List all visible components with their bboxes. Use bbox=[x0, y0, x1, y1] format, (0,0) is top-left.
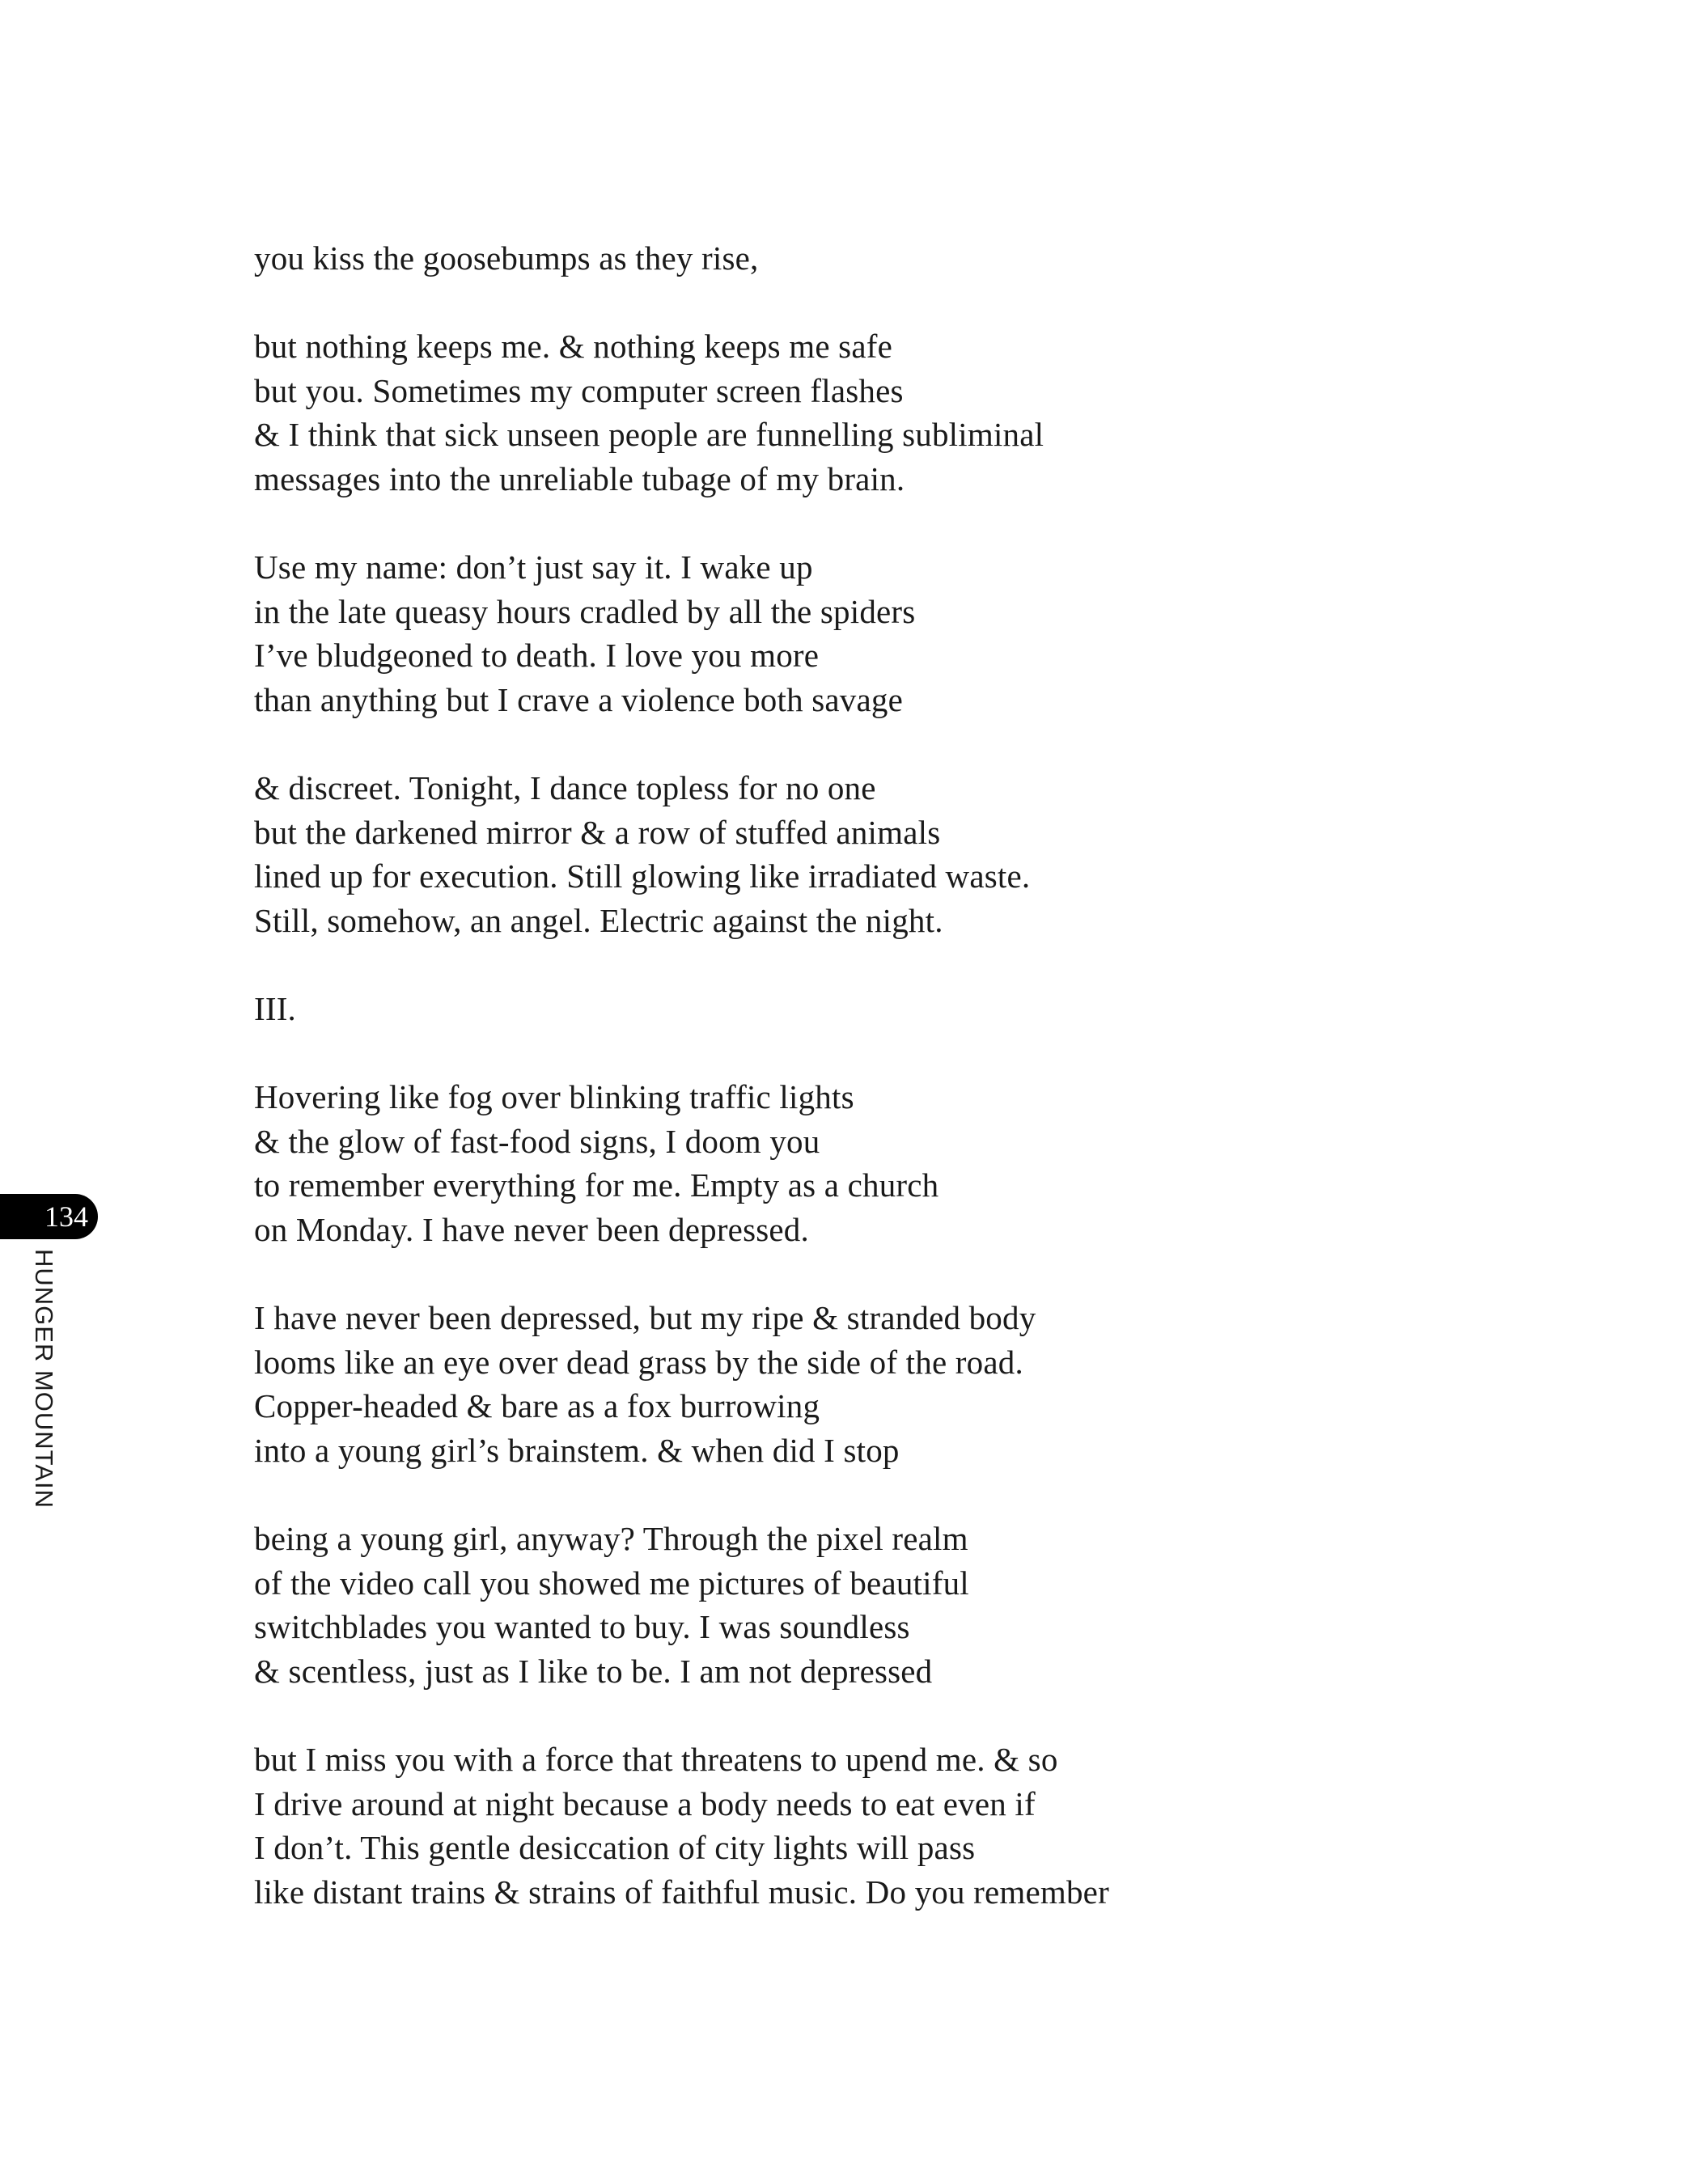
poem-line: to remember everything for me. Empty as a church bbox=[254, 1166, 939, 1204]
poem-line: being a young girl, anyway? Through the pixel realm bbox=[254, 1520, 968, 1558]
running-title: HUNGER MOUNTAIN bbox=[30, 1249, 58, 1509]
poem-line: but the darkened mirror & a row of stuffed animals bbox=[254, 813, 941, 851]
poem-line: & I think that sick unseen people are funnelling subliminal bbox=[254, 416, 1044, 454]
section-heading: III. bbox=[254, 990, 297, 1028]
poem-line: messages into the unreliable tubage of my brain. bbox=[254, 459, 905, 497]
poem-line: I don’t. This gentle desiccation of city lights will pass bbox=[254, 1829, 976, 1867]
stanza-break bbox=[254, 1031, 1516, 1076]
poem-line: than anything but I crave a violence both savage bbox=[254, 680, 903, 718]
stanza-break bbox=[254, 722, 1516, 767]
poem-line: in the late queasy hours cradled by all the spiders bbox=[254, 592, 916, 630]
poem-line: I drive around at night because a body needs to eat even if bbox=[254, 1784, 1036, 1822]
poem-line: but nothing keeps me. & nothing keeps me safe bbox=[254, 328, 892, 366]
poem-line: & the glow of fast-food signs, I doom you bbox=[254, 1122, 820, 1160]
stanza-break bbox=[254, 1252, 1516, 1297]
poem-line: like distant trains & strains of faithful music. Do you remember bbox=[254, 1873, 1109, 1911]
poem-line: on Monday. I have never been depressed. bbox=[254, 1211, 809, 1249]
poem-line: I’ve bludgeoned to death. I love you more bbox=[254, 637, 820, 675]
poem-line: but you. Sometimes my computer screen flashes bbox=[254, 371, 904, 409]
poem-line: Still, somehow, an angel. Electric against the night. bbox=[254, 901, 943, 939]
page-number: 134 bbox=[44, 1200, 88, 1233]
poem-line: into a young girl’s brainstem. & when did I stop bbox=[254, 1432, 900, 1470]
stanza-break bbox=[254, 281, 1516, 325]
poem-line: Copper-headed & bare as a fox burrowing bbox=[254, 1387, 820, 1425]
poem-line: switchblades you wanted to buy. I was soundless bbox=[254, 1608, 910, 1646]
stanza-break bbox=[254, 502, 1516, 546]
poem-line: Use my name: don’t just say it. I wake up bbox=[254, 548, 813, 586]
poem-line: of the video call you showed me pictures of beautiful bbox=[254, 1564, 969, 1602]
poem-line: you kiss the goosebumps as they rise, bbox=[254, 239, 759, 277]
poem-line: looms like an eye over dead grass by the side of the road. bbox=[254, 1343, 1023, 1381]
poem-line: & discreet. Tonight, I dance topless for no one bbox=[254, 769, 876, 807]
stanza-break bbox=[254, 1694, 1516, 1738]
page-number-tab bbox=[0, 1194, 98, 1239]
stanza-break bbox=[254, 943, 1516, 988]
poem-line: lined up for execution. Still glowing like irradiated waste. bbox=[254, 857, 1031, 895]
poem-line: but I miss you with a force that threatens to upend me. & so bbox=[254, 1741, 1058, 1779]
poem-body bbox=[254, 236, 1516, 1915]
poem-line: I have never been depressed, but my ripe & stranded body bbox=[254, 1299, 1036, 1337]
poem-line: Hovering like fog over blinking traffic lights bbox=[254, 1078, 854, 1116]
poem-line: & scentless, just as I like to be. I am not depressed bbox=[254, 1653, 933, 1690]
stanza-break bbox=[254, 1473, 1516, 1517]
